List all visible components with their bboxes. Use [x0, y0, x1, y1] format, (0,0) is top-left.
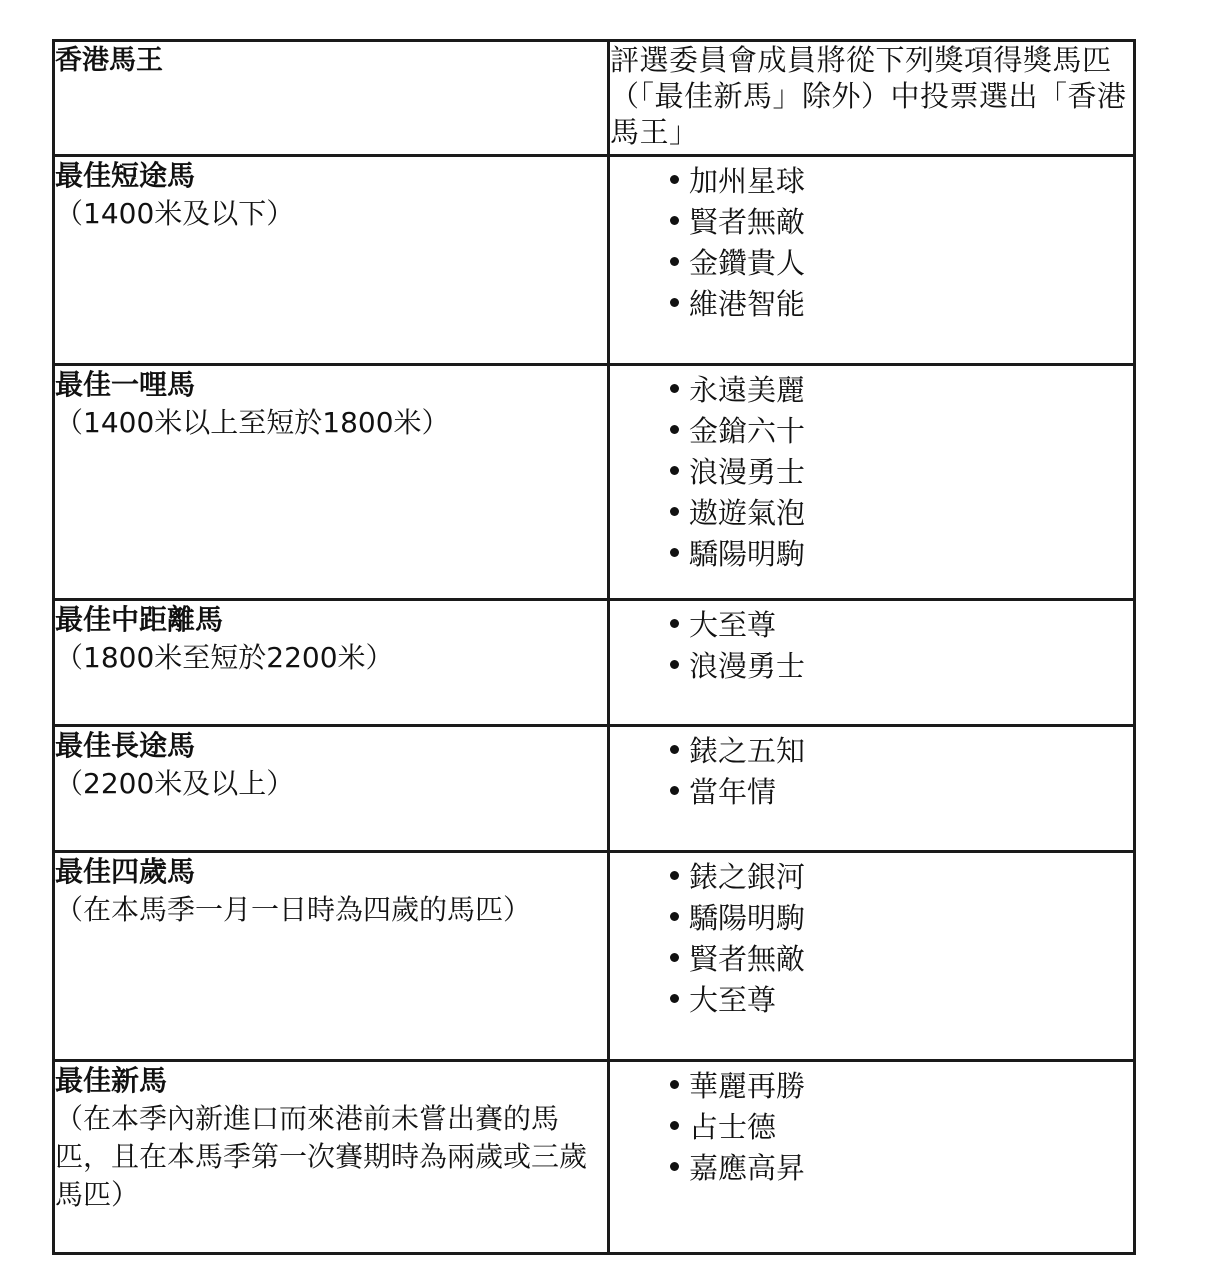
list-item — [670, 284, 1133, 325]
list-item — [670, 1066, 1133, 1107]
horse-name: 驕陽明駒 — [689, 537, 806, 571]
category-row-four-year-old — [54, 852, 1135, 1061]
category-cell — [54, 600, 609, 726]
horse-name: 錶之銀河 — [689, 860, 806, 894]
horse-name: 永遠美麗 — [689, 373, 806, 407]
horse-name: 金鎗六十 — [689, 414, 806, 448]
category-description: （2200米及以上） — [55, 767, 295, 800]
horse-name: 嘉應高昇 — [689, 1151, 806, 1185]
horse-name: 大至尊 — [689, 608, 777, 642]
category-cell — [54, 365, 609, 600]
category-cell — [54, 156, 609, 365]
horse-list — [610, 727, 1133, 813]
bullet-icon — [670, 216, 679, 225]
list-item — [670, 1107, 1133, 1148]
category-description: （在本馬季一月一日時為四歲的馬匹） — [55, 893, 532, 926]
bullet-icon — [670, 175, 679, 184]
category-cell — [54, 726, 609, 852]
horse-name: 賢者無敵 — [689, 205, 806, 239]
category-cell — [54, 1061, 609, 1254]
bullet-icon — [670, 619, 679, 628]
horse-cell — [609, 1061, 1135, 1254]
category-description: （1400米以上至短於1800米） — [55, 406, 450, 439]
category-title: 最佳四歲馬 — [55, 855, 196, 888]
horse-cell — [609, 726, 1135, 852]
bullet-icon — [670, 745, 679, 754]
horse-name: 金鑽貴人 — [689, 246, 806, 280]
bullet-icon — [670, 1121, 679, 1130]
category-title: 最佳新馬 — [55, 1064, 168, 1097]
category-description: （在本季內新進口而來港前未嘗出賽的馬匹，且在本馬季第一次賽期時為兩歲或三歲馬匹） — [55, 1102, 588, 1211]
award-table — [52, 39, 1136, 1255]
header-row — [54, 41, 1135, 156]
category-description: （1800米至短於2200米） — [55, 641, 394, 674]
list-item — [670, 202, 1133, 243]
category-description: （1400米及以下） — [55, 197, 295, 230]
category-title: 最佳長途馬 — [55, 729, 196, 762]
category-row-middle-distance — [54, 600, 1135, 726]
list-item — [670, 243, 1133, 284]
category-title: 最佳一哩馬 — [55, 368, 196, 401]
list-item — [670, 605, 1133, 646]
horse-cell — [609, 156, 1135, 365]
bullet-icon — [670, 660, 679, 669]
bullet-icon — [670, 1080, 679, 1089]
list-item — [670, 939, 1133, 980]
list-item — [670, 452, 1133, 493]
horse-name: 錶之五知 — [689, 734, 806, 768]
list-item — [670, 646, 1133, 687]
bullet-icon — [670, 384, 679, 393]
header-title: 香港馬王 — [54, 41, 609, 156]
header-description: 評選委員會成員將從下列獎項得獎馬匹（「最佳新馬」除外）中投票選出「香港馬王」 — [609, 41, 1135, 156]
category-title: 最佳短途馬 — [55, 159, 196, 192]
horse-name: 賢者無敵 — [689, 942, 806, 976]
horse-name: 遨遊氣泡 — [689, 496, 806, 530]
horse-name: 大至尊 — [689, 983, 777, 1017]
horse-name: 當年情 — [689, 775, 777, 809]
horse-name: 浪漫勇士 — [689, 455, 806, 489]
horse-list — [610, 157, 1133, 325]
bullet-icon — [670, 257, 679, 266]
category-row-griffin — [54, 1061, 1135, 1254]
bullet-icon — [670, 912, 679, 921]
bullet-icon — [670, 298, 679, 307]
horse-name: 華麗再勝 — [689, 1069, 806, 1103]
bullet-icon — [670, 786, 679, 795]
list-item — [670, 857, 1133, 898]
bullet-icon — [670, 953, 679, 962]
horse-name: 占士德 — [689, 1110, 777, 1144]
category-row-stayer — [54, 726, 1135, 852]
bullet-icon — [670, 466, 679, 475]
horse-list — [610, 366, 1133, 575]
category-row-sprinter — [54, 156, 1135, 365]
horse-cell — [609, 600, 1135, 726]
horse-cell — [609, 365, 1135, 600]
list-item — [670, 534, 1133, 575]
horse-list — [610, 853, 1133, 1021]
bullet-icon — [670, 507, 679, 516]
horse-name: 驕陽明駒 — [689, 901, 806, 935]
list-item — [670, 1148, 1133, 1189]
bullet-icon — [670, 871, 679, 880]
horse-name: 浪漫勇士 — [689, 649, 806, 683]
bullet-icon — [670, 1162, 679, 1171]
list-item — [670, 370, 1133, 411]
category-row-miler — [54, 365, 1135, 600]
list-item — [670, 731, 1133, 772]
horse-cell — [609, 852, 1135, 1061]
list-item — [670, 980, 1133, 1021]
category-cell — [54, 852, 609, 1061]
horse-name: 加州星球 — [689, 164, 806, 198]
list-item — [670, 161, 1133, 202]
list-item — [670, 411, 1133, 452]
bullet-icon — [670, 994, 679, 1003]
list-item — [670, 772, 1133, 813]
horse-list — [610, 601, 1133, 687]
list-item — [670, 493, 1133, 534]
list-item — [670, 898, 1133, 939]
bullet-icon — [670, 425, 679, 434]
horse-name: 維港智能 — [689, 287, 806, 321]
horse-list — [610, 1062, 1133, 1189]
bullet-icon — [670, 548, 679, 557]
category-title: 最佳中距離馬 — [55, 603, 224, 636]
